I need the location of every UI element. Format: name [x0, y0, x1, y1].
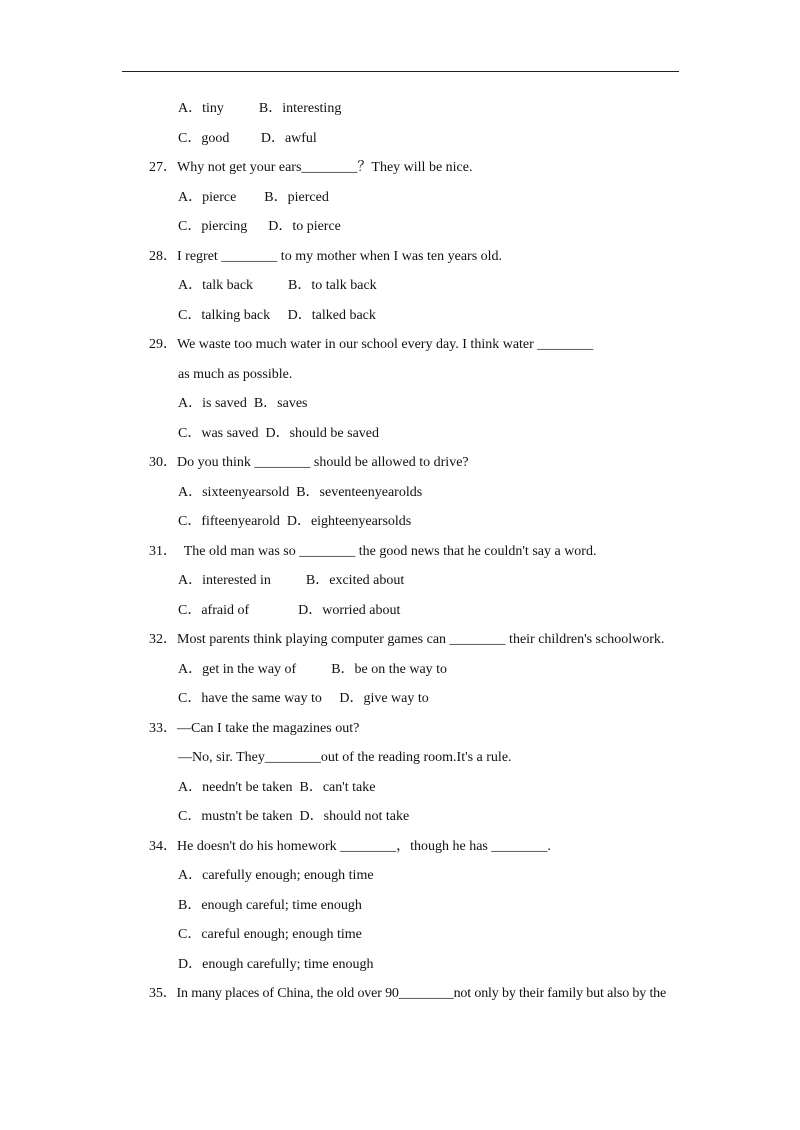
option-line: B．enough careful; time enough: [178, 898, 362, 913]
question-31: 31． The old man was so ________ the good news that he couldn't say a word.: [149, 544, 597, 559]
question-33-reply: —No, sir. They________out of the reading room.It's a rule.: [178, 750, 512, 765]
option-line: C．mustn't be taken D．should not take: [178, 809, 410, 824]
option-line: C．piercing D．to pierce: [178, 219, 341, 234]
question-34: 34．He doesn't do his homework ________，though he has ________.: [149, 839, 551, 854]
question-29-continuation: as much as possible.: [178, 367, 293, 382]
question-28: 28．I regret ________ to my mother when I was ten years old.: [149, 249, 503, 264]
question-35: 35．In many places of China, the old over 90________not only by their family but also by the: [149, 986, 667, 1001]
option-line: A．sixteenyearsold B．seventeenyearolds: [178, 485, 423, 500]
option-line: A．pierce B．pierced: [178, 190, 329, 205]
question-30: 30．Do you think ________ should be allowed to drive?: [149, 455, 469, 470]
option-line: A．interested in B．excited about: [178, 573, 405, 588]
option-line: C．talking back D．talked back: [178, 308, 376, 323]
option-line: A．tiny B．interesting: [178, 101, 342, 116]
question-33: 33．—Can I take the magazines out?: [149, 721, 360, 736]
question-32: 32．Most parents think playing computer games can ________ their children's schoolwork.: [149, 632, 665, 647]
option-line: C．afraid of D．worried about: [178, 603, 401, 618]
option-line: A．talk back B．to talk back: [178, 278, 377, 293]
option-line: C．fifteenyearold D．eighteenyearsolds: [178, 514, 412, 529]
option-line: C．good D．awful: [178, 131, 317, 146]
option-line: C．was saved D．should be saved: [178, 426, 380, 441]
option-line: A．carefully enough; enough time: [178, 868, 374, 883]
option-line: D．enough carefully; time enough: [178, 957, 374, 972]
question-29: 29．We waste too much water in our school every day. I think water ________: [149, 337, 594, 352]
option-line: A．needn't be taken B．can't take: [178, 780, 376, 795]
question-27: 27．Why not get your ears________？They will be nice.: [149, 160, 473, 175]
option-line: A．get in the way of B．be on the way to: [178, 662, 448, 677]
option-line: C．have the same way to D．give way to: [178, 691, 429, 706]
option-line: C．careful enough; enough time: [178, 927, 362, 942]
option-line: A．is saved B．saves: [178, 396, 308, 411]
header-rule: [122, 71, 679, 72]
